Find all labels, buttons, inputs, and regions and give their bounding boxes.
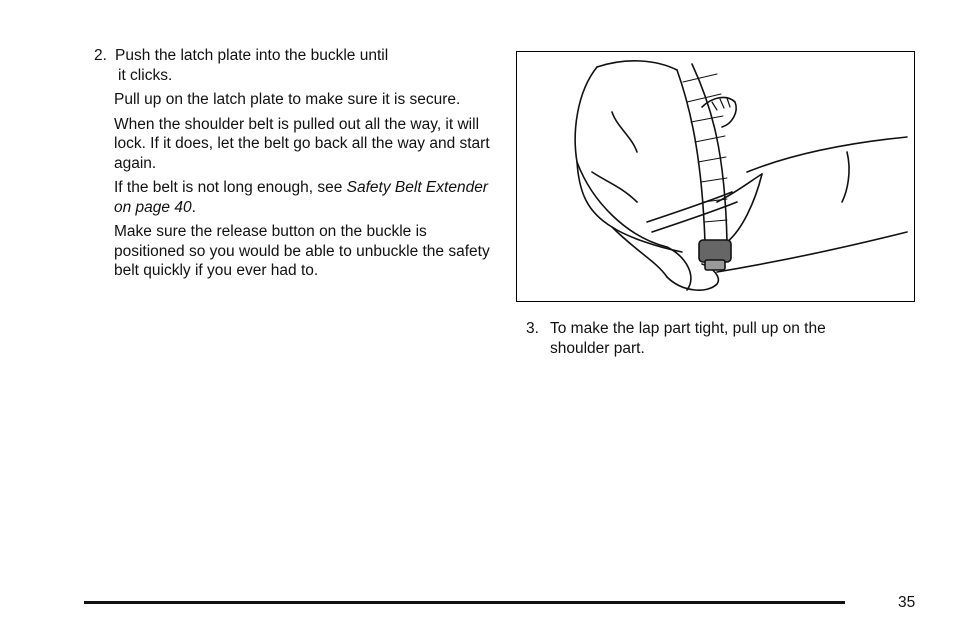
left-column [94,46,494,286]
step-3 [526,319,926,358]
upper-hand-fingers [712,98,730,110]
paragraph-release: Make sure the release button on the buckle is positioned so you would be able to unbuckle the safety belt quickly if you ever had to. [114,223,490,279]
step-2-line2: it clicks. [118,66,173,84]
upper-hand [702,97,736,127]
arm-inner [612,227,667,277]
step-number: 3. [526,320,539,337]
step-2-details [94,90,494,281]
knee-line [842,152,849,202]
step-2-intro [115,46,388,85]
paragraph-extender [114,178,494,217]
step-body [115,46,388,90]
arm [577,162,691,290]
paragraph-secure: Pull up on the latch plate to make sure it is secure. [114,91,461,108]
step-2-line1: Push the latch plate into the buckle until [115,47,389,64]
torso-outline [575,67,682,252]
jacket-fold-2 [592,172,637,202]
footer-rule [84,601,845,604]
latch-plate [705,260,725,270]
thigh-bottom [717,232,907,272]
page-number: 35 [898,594,916,611]
buckle [699,240,731,262]
lap-belt-bottom [727,174,762,242]
thigh-top [747,137,907,172]
seatbelt-illustration [516,51,915,302]
paragraph-lock: When the shoulder belt is pulled out all the way, it will lock. If it does, let the belt go back all the way and start again. [114,115,490,172]
seatbelt-drawing [517,52,913,300]
extender-link[interactable]: Safety Belt Extender on page 40 [114,179,488,216]
waist-belt [647,192,732,222]
extender-text: If the belt is not long enough, see [114,179,347,196]
step-3-text: To make the lap part tight, pull up on the shoulder part. [550,320,826,357]
step-number: 2. [94,47,107,64]
jacket-fold [612,112,637,152]
back-line [597,61,677,70]
extender-period: . [191,198,196,216]
right-column [526,319,926,358]
step-2 [94,46,494,90]
